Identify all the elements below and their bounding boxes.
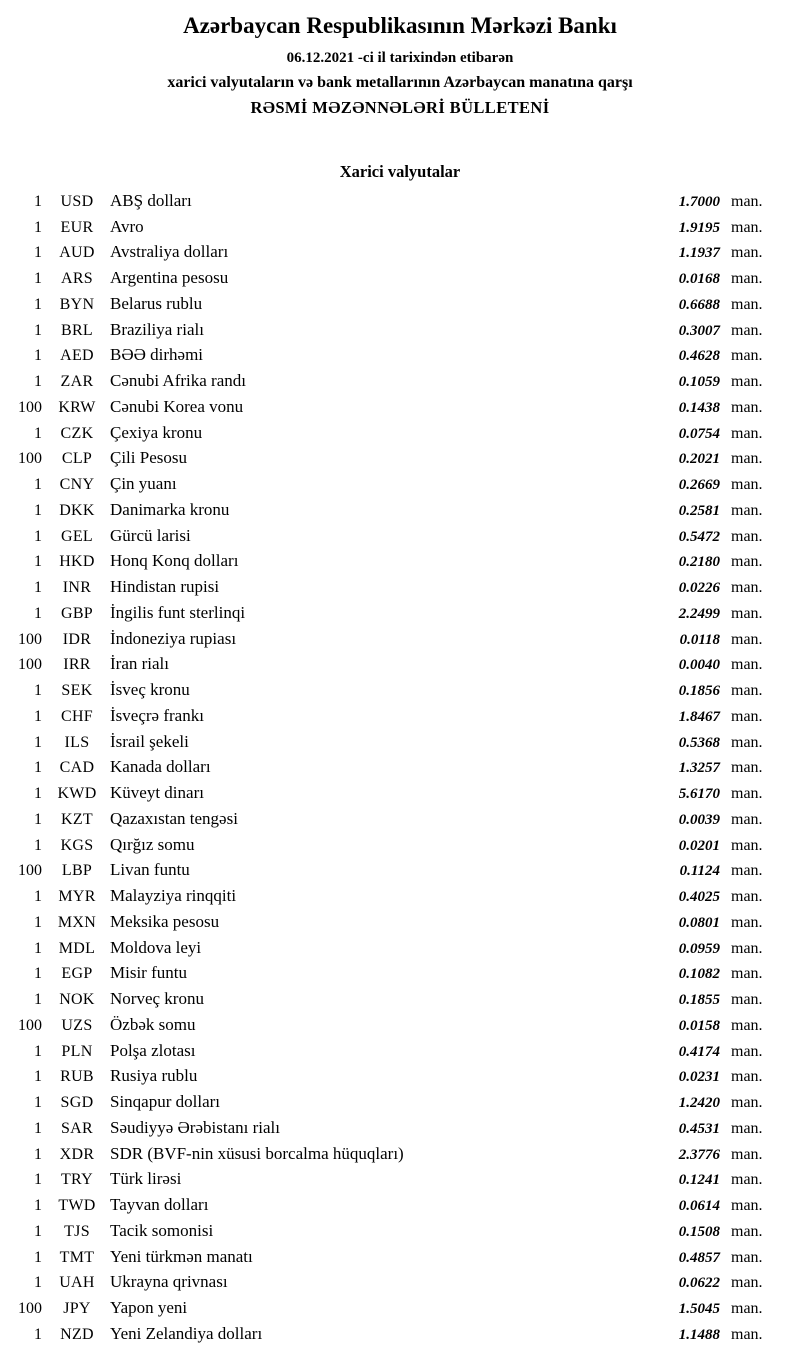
rate-row — [12, 912, 770, 938]
rate-row — [12, 423, 770, 449]
currency-rate: 0.1124 — [679, 863, 720, 880]
currency-name: Misir funtu — [110, 963, 187, 983]
currency-rate: 0.4025 — [678, 889, 720, 905]
currency-code: TRY — [60, 1171, 94, 1189]
currency-name: Moldova leyi — [110, 937, 202, 957]
currency-code: LBP — [61, 862, 93, 880]
currency-quantity: 1 — [34, 321, 42, 339]
currency-unit: man. — [731, 836, 763, 854]
rate-row — [12, 1041, 770, 1067]
currency-rate: 0.6688 — [678, 296, 720, 313]
currency-code: SGD — [60, 1094, 94, 1111]
currency-rate: 1.3257 — [678, 760, 720, 777]
currency-name: Tayvan dolları — [110, 1195, 209, 1214]
rate-row — [12, 474, 770, 500]
currency-code: KZT — [60, 810, 93, 828]
currency-name: Kanada dolları — [110, 757, 211, 777]
rate-row — [12, 500, 770, 526]
currency-unit: man. — [731, 1068, 763, 1086]
currency-unit: man. — [731, 888, 763, 905]
currency-unit: man. — [731, 733, 763, 751]
currency-code: BRL — [60, 321, 94, 339]
currency-name: BƏƏ dirhəmi — [110, 345, 204, 365]
currency-quantity: 1 — [34, 707, 42, 725]
currency-quantity: 1 — [34, 991, 42, 1008]
currency-rate: 0.0118 — [679, 631, 720, 648]
currency-unit: man. — [731, 321, 763, 339]
rate-row — [12, 448, 770, 474]
currency-code: XDR — [59, 1145, 95, 1163]
currency-quantity: 100 — [18, 862, 42, 880]
currency-unit: man. — [731, 476, 763, 493]
currency-quantity: 100 — [18, 1300, 42, 1317]
currency-name: İran rialı — [110, 654, 169, 674]
rate-row — [12, 1298, 770, 1324]
currency-rate: 0.0201 — [678, 837, 720, 854]
currency-code: UAH — [59, 1274, 95, 1292]
currency-name: Norveç kronu — [110, 989, 204, 1008]
bulletin-title: RƏSMİ MƏZƏNNƏLƏRİ BÜLLETENİ — [250, 97, 550, 117]
rate-row — [12, 1324, 770, 1350]
rate-row — [12, 1066, 770, 1092]
currency-name: Avstraliya dolları — [110, 242, 229, 262]
currency-quantity: 1 — [34, 1068, 42, 1086]
currency-code: NOK — [59, 991, 95, 1008]
currency-rate: 5.6170 — [678, 786, 720, 802]
document-header — [0, 12, 800, 118]
rate-row — [12, 835, 770, 861]
currency-unit: man. — [731, 1119, 763, 1137]
currency-unit: man. — [731, 759, 763, 777]
rate-row — [12, 1144, 770, 1170]
rate-row — [12, 268, 770, 294]
currency-code: TWD — [58, 1197, 96, 1214]
currency-code: JPY — [63, 1300, 91, 1317]
currency-rate: 0.5368 — [678, 734, 720, 751]
currency-code: CLP — [61, 450, 93, 468]
currency-quantity: 1 — [34, 888, 42, 905]
currency-quantity: 100 — [18, 450, 42, 468]
currency-rate: 0.4628 — [678, 348, 720, 365]
currency-name: Yapon yeni — [110, 1298, 188, 1317]
currency-code: AED — [60, 347, 94, 365]
currency-name: İsveç kronu — [110, 680, 190, 699]
currency-rate: 0.2669 — [678, 477, 720, 493]
rate-row — [12, 1092, 770, 1118]
currency-code: INR — [62, 579, 92, 596]
currency-quantity: 100 — [18, 1016, 42, 1034]
currency-rate: 0.1059 — [678, 374, 720, 390]
currency-rate: 1.9195 — [678, 219, 720, 236]
currency-quantity: 1 — [34, 965, 42, 983]
currency-quantity: 1 — [34, 1325, 42, 1343]
currency-rate: 0.2021 — [678, 451, 720, 468]
currency-name: Yeni Zelandiya dolları — [110, 1323, 263, 1343]
currency-code: MYR — [58, 888, 96, 905]
currency-code: IDR — [62, 630, 92, 648]
currency-unit: man. — [731, 1145, 763, 1163]
currency-unit: man. — [731, 991, 763, 1008]
currency-name: Çili Pesosu — [110, 448, 187, 468]
currency-quantity: 1 — [34, 476, 42, 493]
currency-code: SEK — [61, 682, 93, 699]
currency-unit: man. — [731, 1274, 763, 1292]
rate-row — [12, 680, 770, 706]
currency-rate: 0.1082 — [678, 966, 720, 983]
currency-code: CNY — [59, 476, 95, 493]
currency-unit: man. — [731, 450, 763, 468]
rate-row — [12, 783, 770, 809]
rate-row — [12, 551, 770, 577]
currency-rate: 1.1937 — [678, 245, 720, 262]
currency-code: CZK — [60, 424, 94, 442]
currency-code: EUR — [60, 218, 94, 236]
currency-quantity: 1 — [34, 1042, 42, 1060]
currency-name: Türk lirəsi — [110, 1169, 182, 1189]
currency-unit: man. — [731, 630, 763, 648]
currency-unit: man. — [731, 373, 763, 390]
currency-rate: 1.5045 — [678, 1301, 720, 1317]
currency-quantity: 1 — [34, 913, 42, 931]
currency-code: USD — [60, 192, 94, 210]
currency-unit: man. — [731, 862, 763, 880]
currency-rate: 0.0039 — [678, 811, 720, 828]
currency-quantity: 1 — [34, 1094, 42, 1111]
currency-rate: 0.0158 — [678, 1017, 720, 1034]
rate-row — [12, 1195, 770, 1221]
currency-code: AUD — [59, 244, 95, 262]
currency-code: NZD — [60, 1325, 94, 1343]
currency-rate: 1.2420 — [678, 1095, 720, 1111]
currency-unit: man. — [731, 1016, 763, 1034]
currency-quantity: 1 — [34, 1171, 42, 1189]
currency-rate: 0.0226 — [678, 580, 720, 596]
currency-rate: 0.2581 — [678, 502, 720, 519]
currency-rate: 0.3007 — [678, 322, 720, 339]
rate-row — [12, 809, 770, 835]
currency-quantity: 1 — [34, 295, 42, 313]
rate-row — [12, 1221, 770, 1247]
currency-rate: 0.1508 — [678, 1223, 720, 1240]
document-subtitle: xarici valyutaların və bank metallarının Azərbaycan manatına qarşı — [167, 73, 633, 91]
currency-quantity: 1 — [34, 501, 42, 519]
currency-quantity: 1 — [34, 373, 42, 390]
currency-name: Cənubi Afrika randı — [110, 371, 246, 390]
currency-unit: man. — [731, 295, 763, 313]
rate-row — [12, 1247, 770, 1273]
currency-quantity: 1 — [34, 1274, 42, 1292]
currency-name: Rusiya rublu — [110, 1066, 198, 1086]
currency-quantity: 1 — [34, 836, 42, 854]
currency-code: IRR — [63, 656, 91, 674]
currency-quantity: 1 — [34, 424, 42, 442]
exchange-rates-table — [0, 191, 800, 1350]
currency-quantity: 1 — [34, 347, 42, 365]
currency-unit: man. — [731, 579, 763, 596]
currency-code: RUB — [60, 1068, 94, 1086]
currency-quantity: 1 — [34, 1119, 42, 1137]
currency-name: İngilis funt sterlinqi — [110, 602, 246, 622]
currency-code: HKD — [59, 553, 95, 571]
currency-code: TMT — [59, 1248, 95, 1266]
bank-title: Azərbaycan Respublikasının Mərkəzi Bankı — [183, 13, 617, 38]
currency-unit: man. — [731, 192, 763, 210]
rate-row — [12, 191, 770, 217]
currency-unit: man. — [731, 1222, 763, 1240]
currency-unit: man. — [731, 1094, 763, 1111]
currency-quantity: 1 — [34, 1145, 42, 1163]
rate-row — [12, 989, 770, 1015]
currency-unit: man. — [731, 527, 763, 545]
currency-name: ABŞ dolları — [110, 190, 192, 210]
rate-row — [12, 1169, 770, 1195]
currency-name: Meksika pesosu — [110, 911, 220, 931]
currency-name: Qırğız somu — [110, 834, 195, 854]
currency-code: ZAR — [60, 373, 94, 390]
currency-name: Özbək somu — [110, 1014, 196, 1034]
currency-code: DKK — [59, 501, 95, 519]
currency-code: CAD — [59, 759, 95, 777]
rate-row — [12, 654, 770, 680]
currency-rate: 0.4857 — [678, 1249, 720, 1266]
currency-code: KWD — [57, 785, 97, 802]
currency-quantity: 100 — [18, 398, 42, 416]
rate-row — [12, 886, 770, 912]
currency-quantity: 1 — [34, 192, 42, 210]
currency-name: Belarus rublu — [110, 293, 203, 313]
currency-unit: man. — [731, 1300, 763, 1317]
section-title-foreign-currencies: Xarici valyutalar — [339, 161, 461, 181]
currency-quantity: 1 — [34, 604, 42, 622]
currency-code: UZS — [61, 1016, 93, 1034]
rate-row — [12, 1015, 770, 1041]
currency-unit: man. — [731, 656, 763, 674]
currency-code: GEL — [60, 527, 93, 545]
rate-row — [12, 577, 770, 603]
currency-quantity: 1 — [34, 1197, 42, 1214]
currency-rate: 1.8467 — [678, 708, 720, 725]
rate-row — [12, 397, 770, 423]
currency-quantity: 100 — [18, 630, 42, 648]
currency-rate: 1.1488 — [678, 1326, 720, 1343]
currency-name: Sinqapur dolları — [110, 1092, 221, 1111]
currency-quantity: 1 — [34, 759, 42, 777]
rate-row — [12, 938, 770, 964]
currency-unit: man. — [731, 347, 763, 365]
currency-name: Braziliya rialı — [110, 319, 204, 339]
currency-rate: 0.0231 — [678, 1069, 720, 1086]
currency-unit: man. — [731, 398, 763, 416]
currency-code: SAR — [60, 1119, 94, 1137]
rate-row — [12, 732, 770, 758]
currency-rate: 1.7000 — [678, 193, 720, 210]
currency-rate: 0.1241 — [678, 1172, 720, 1189]
currency-name: Səudiyyə Ərəbistanı rialı — [110, 1117, 280, 1137]
currency-code: MXN — [57, 913, 97, 931]
currency-code: ILS — [64, 733, 90, 751]
currency-name: SDR (BVF-nin xüsusi borcalma hüquqları) — [110, 1143, 404, 1163]
currency-name: Avro — [110, 216, 144, 236]
currency-code: MDL — [58, 939, 96, 957]
rate-row — [12, 1118, 770, 1144]
currency-rate: 0.4174 — [678, 1043, 720, 1060]
currency-unit: man. — [731, 810, 763, 828]
rate-row — [12, 345, 770, 371]
currency-code: BYN — [59, 295, 95, 313]
currency-name: Yeni türkmən manatı — [110, 1246, 253, 1266]
currency-quantity: 1 — [34, 939, 42, 957]
currency-name: Qazaxıstan tengəsi — [110, 808, 238, 828]
currency-quantity: 1 — [34, 682, 42, 699]
currency-unit: man. — [731, 218, 763, 236]
currency-name: Hindistan rupisi — [110, 577, 220, 596]
currency-unit: man. — [731, 682, 763, 699]
currency-unit: man. — [731, 553, 763, 571]
currency-name: Danimarka kronu — [110, 499, 230, 519]
currency-name: Polşa zlotası — [110, 1040, 196, 1060]
currency-quantity: 1 — [34, 785, 42, 802]
currency-quantity: 1 — [34, 553, 42, 571]
currency-unit: man. — [731, 1042, 763, 1060]
currency-unit: man. — [731, 939, 763, 957]
rate-row — [12, 1272, 770, 1298]
currency-rate: 0.0622 — [678, 1275, 720, 1292]
currency-code: TJS — [64, 1222, 90, 1240]
currency-quantity: 1 — [34, 733, 42, 751]
currency-unit: man. — [731, 707, 763, 725]
currency-quantity: 1 — [34, 810, 42, 828]
currency-name: İndoneziya rupiası — [110, 628, 237, 648]
currency-name: Küveyt dinarı — [110, 783, 204, 802]
currency-name: Argentina pesosu — [110, 268, 229, 287]
currency-quantity: 1 — [34, 218, 42, 236]
currency-code: CHF — [60, 707, 94, 725]
currency-rate: 2.3776 — [678, 1146, 720, 1163]
currency-rate: 0.2180 — [678, 554, 720, 571]
currency-rate: 0.0614 — [678, 1198, 720, 1214]
currency-unit: man. — [731, 1248, 763, 1266]
currency-name: Ukrayna qrivnası — [110, 1272, 228, 1292]
currency-unit: man. — [731, 244, 763, 262]
currency-name: Livan funtu — [110, 860, 190, 880]
rate-row — [12, 242, 770, 268]
currency-quantity: 1 — [34, 579, 42, 596]
rate-row — [12, 629, 770, 655]
rate-row — [12, 217, 770, 243]
currency-quantity: 1 — [34, 527, 42, 545]
currency-code: KRW — [58, 398, 96, 416]
rate-row — [12, 963, 770, 989]
rate-row — [12, 603, 770, 629]
currency-name: Tacik somonisi — [110, 1220, 214, 1240]
currency-name: Cənubi Korea vonu — [110, 396, 244, 416]
effective-date-line: 06.12.2021 -ci il tarixindən etibarən — [286, 49, 514, 66]
currency-code: ARS — [60, 270, 94, 287]
currency-name: Gürcü larisi — [110, 525, 191, 545]
rate-row — [12, 757, 770, 783]
currency-unit: man. — [731, 965, 763, 983]
currency-code: KGS — [60, 836, 94, 854]
currency-quantity: 1 — [34, 244, 42, 262]
rate-row — [12, 526, 770, 552]
currency-quantity: 1 — [34, 270, 42, 287]
currency-rate: 0.4531 — [678, 1120, 720, 1137]
currency-unit: man. — [731, 913, 763, 931]
currency-unit: man. — [731, 1325, 763, 1343]
currency-code: EGP — [61, 965, 93, 983]
currency-name: Honq Konq dolları — [110, 551, 239, 571]
currency-rate: 0.1856 — [678, 683, 720, 699]
currency-name: İsrail şekeli — [110, 731, 189, 751]
currency-code: PLN — [61, 1042, 93, 1060]
currency-rate: 0.0168 — [678, 271, 720, 287]
currency-name: Çin yuanı — [110, 474, 177, 493]
currency-quantity: 1 — [34, 1248, 42, 1266]
currency-rate: 0.1438 — [678, 399, 720, 416]
currency-quantity: 1 — [34, 1222, 42, 1240]
currency-rate: 0.0754 — [678, 425, 720, 442]
currency-rate: 0.1855 — [678, 992, 720, 1008]
currency-unit: man. — [731, 424, 763, 442]
currency-name: Çexiya kronu — [110, 422, 203, 442]
currency-name: Malayziya rinqqiti — [110, 886, 237, 905]
rate-row — [12, 860, 770, 886]
rate-row — [12, 294, 770, 320]
currency-unit: man. — [731, 501, 763, 519]
currency-rate: 0.0801 — [678, 914, 720, 931]
currency-rate: 2.2499 — [678, 605, 720, 622]
currency-unit: man. — [731, 1171, 763, 1189]
rate-row — [12, 320, 770, 346]
rate-row — [12, 371, 770, 397]
currency-unit: man. — [731, 270, 763, 287]
currency-code: GBP — [60, 604, 94, 622]
currency-rate: 0.0040 — [678, 657, 720, 674]
currency-unit: man. — [731, 604, 763, 622]
currency-unit: man. — [731, 785, 763, 802]
currency-rate: 0.5472 — [678, 528, 720, 545]
rate-row — [12, 706, 770, 732]
currency-quantity: 100 — [18, 656, 42, 674]
currency-unit: man. — [731, 1197, 763, 1214]
currency-name: İsveçrə frankı — [110, 705, 204, 725]
currency-rate: 0.0959 — [678, 940, 720, 957]
